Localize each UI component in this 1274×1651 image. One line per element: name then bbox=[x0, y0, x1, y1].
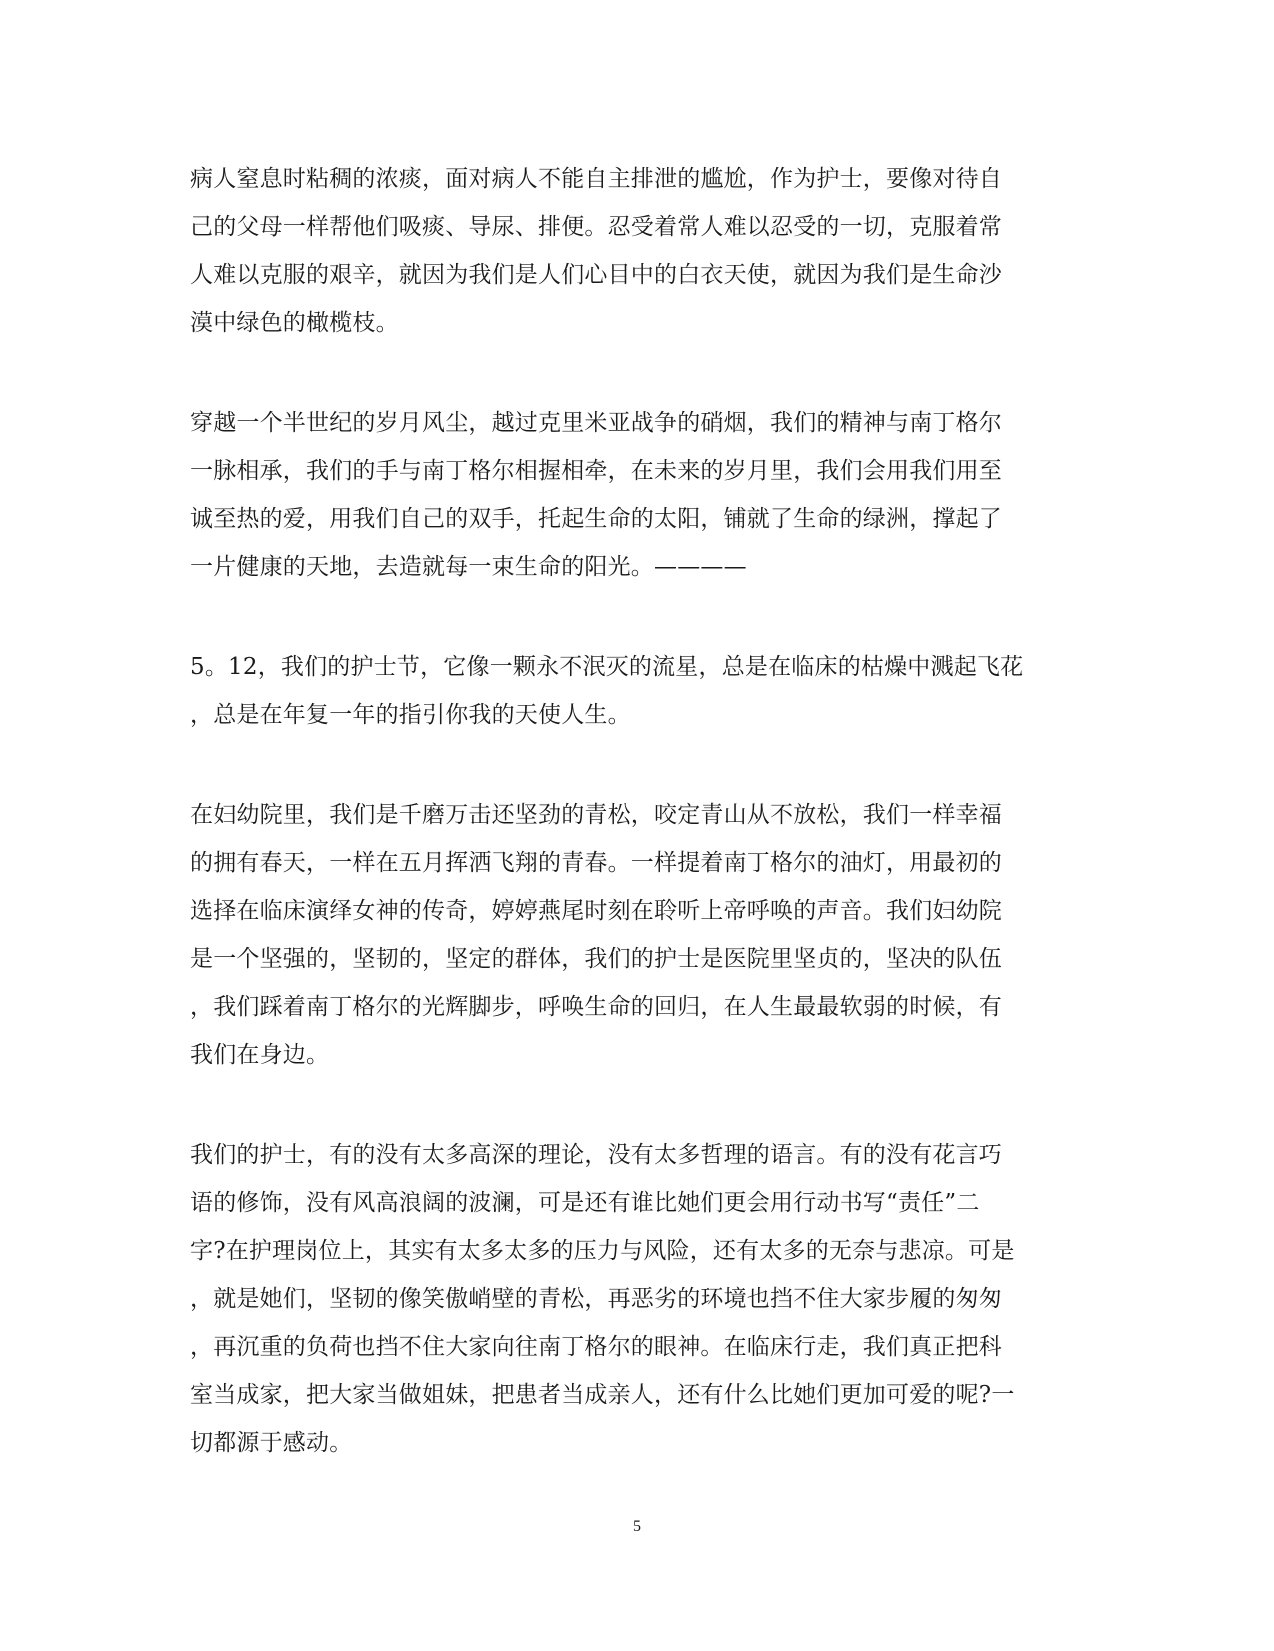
text-line: 是一个坚强的，坚韧的，坚定的群体，我们的护士是医院里坚贞的，坚决的队伍 bbox=[190, 946, 1002, 972]
text-line: 选择在临床演绎女神的传奇，婷婷燕尾时刻在聆听上帝呼唤的声音。我们妇幼院 bbox=[190, 898, 1002, 924]
text-line: 人难以克服的艰辛，就因为我们是人们心目中的白衣天使，就因为我们是生命沙 bbox=[190, 262, 1002, 288]
paragraph bbox=[190, 643, 1090, 739]
text-line: 语的修饰，没有风高浪阔的波澜，可是还有谁比她们更会用行动书写“责任”二 bbox=[190, 1190, 980, 1216]
text-line: 穿越一个半世纪的岁月风尘，越过克里米亚战争的硝烟，我们的精神与南丁格尔 bbox=[190, 410, 1002, 436]
text-line: 5。12，我们的护士节，它像一颗永不泯灭的流星，总是在临床的枯燥中溅起飞花 bbox=[190, 654, 1024, 680]
text-line: 在妇幼院里，我们是千磨万击还坚劲的青松，咬定青山从不放松，我们一样幸福 bbox=[190, 802, 1002, 828]
text-line: 切都源于感动。 bbox=[190, 1430, 353, 1456]
text-line: 一片健康的天地，去造就每一束生命的阳光。———— bbox=[190, 554, 747, 580]
text-line: 己的父母一样帮他们吸痰、导尿、排便。忍受着常人难以忍受的一切，克服着常 bbox=[190, 214, 1002, 240]
text-line: ，总是在年复一年的指引你我的天使人生。 bbox=[190, 702, 631, 728]
body-text bbox=[190, 155, 1090, 1519]
text-line: 漠中绿色的橄榄枝。 bbox=[190, 310, 399, 336]
paragraph bbox=[190, 155, 1090, 347]
text-line: ，再沉重的负荷也挡不住大家向往南丁格尔的眼神。在临床行走，我们真正把科 bbox=[190, 1334, 1002, 1360]
paragraph bbox=[190, 791, 1090, 1079]
text-line: 我们的护士，有的没有太多高深的理论，没有太多哲理的语言。有的没有花言巧 bbox=[190, 1142, 1002, 1168]
text-line: 一脉相承，我们的手与南丁格尔相握相牵，在未来的岁月里，我们会用我们用至 bbox=[190, 458, 1002, 484]
text-line: 我们在身边。 bbox=[190, 1042, 330, 1068]
paragraph bbox=[190, 1131, 1090, 1467]
text-line: 字?在护理岗位上，其实有太多太多的压力与风险，还有太多的无奈与悲凉。可是 bbox=[190, 1238, 1015, 1264]
text-line: 病人窒息时粘稠的浓痰，面对病人不能自主排泄的尴尬，作为护士，要像对待自 bbox=[190, 166, 1002, 192]
paragraph bbox=[190, 399, 1090, 591]
page-number: 5 bbox=[633, 1518, 641, 1535]
text-line: ，就是她们，坚韧的像笑傲峭壁的青松，再恶劣的环境也挡不住大家步履的匆匆 bbox=[190, 1286, 1002, 1312]
text-line: 的拥有春天，一样在五月挥洒飞翔的青春。一样提着南丁格尔的油灯，用最初的 bbox=[190, 850, 1002, 876]
text-line: 诚至热的爱，用我们自己的双手，托起生命的太阳，铺就了生命的绿洲，撑起了 bbox=[190, 506, 1002, 532]
text-line: 室当成家，把大家当做姐妹，把患者当成亲人，还有什么比她们更加可爱的呢?一 bbox=[190, 1382, 1015, 1408]
text-line: ，我们踩着南丁格尔的光辉脚步，呼唤生命的回归，在人生最最软弱的时候，有 bbox=[190, 994, 1002, 1020]
